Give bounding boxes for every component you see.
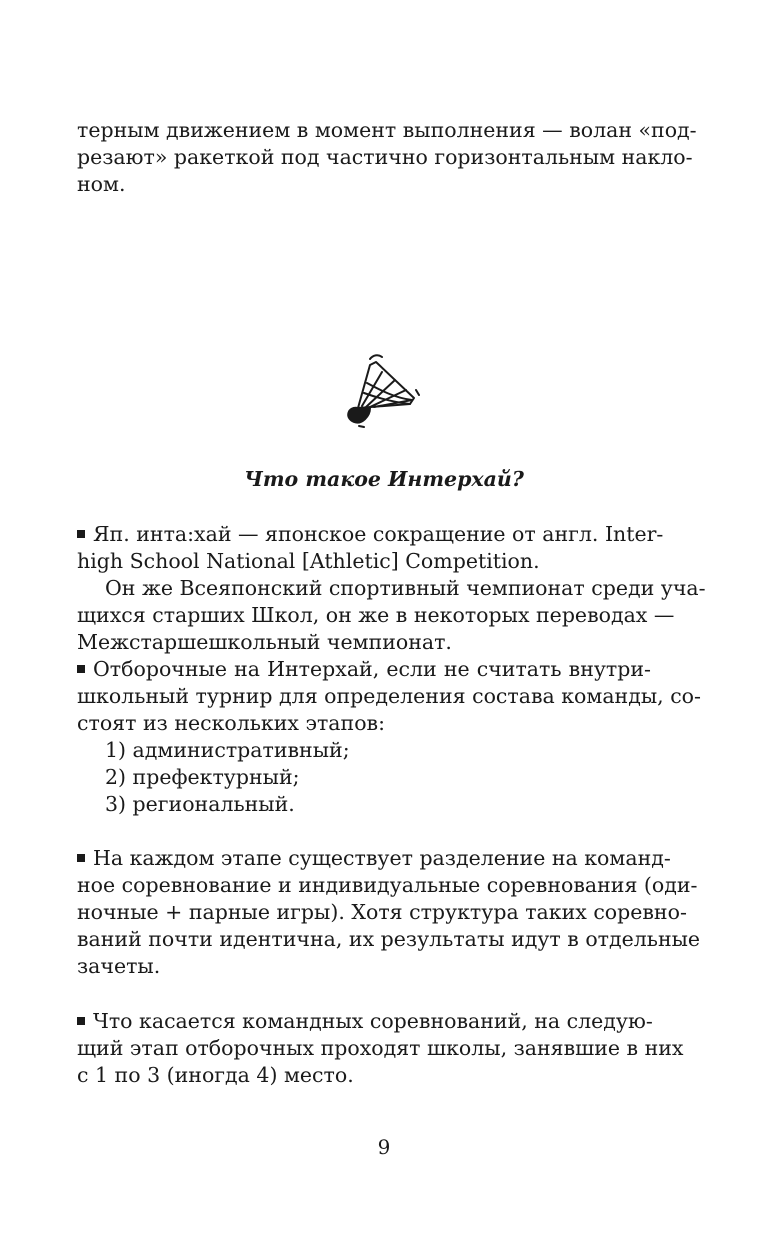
page-number: 9 — [377, 1135, 391, 1159]
text-line: ном. — [77, 172, 126, 196]
text-line: high School National [Athletic] Competition. — [77, 549, 540, 573]
text-line: терным движением в момент выполнения — волан «под- — [77, 118, 697, 142]
text-line: стоят из нескольких этапов: — [77, 711, 385, 735]
text-line: ваний почти идентична, их результаты идут в отдельные — [77, 927, 701, 951]
bullet-icon — [77, 1017, 85, 1025]
text-line: Что касается командных соревнований, на следую- — [77, 1008, 651, 1035]
text-line: ночные + парные игры). Хотя структура таких соревно- — [77, 900, 687, 924]
text-line: щий этап отборочных проходят школы, занявшие в них — [77, 1036, 684, 1060]
text-line: Отборочные на Интерхай, если не считать внутри- — [77, 656, 651, 683]
bullet-icon — [77, 530, 85, 538]
text-line: резают» ракеткой под частично горизонтальным накло- — [77, 145, 693, 169]
text-line: школьный турнир для определения состава команды, со- — [77, 684, 701, 708]
section-heading: Что такое Интерхай? — [244, 467, 524, 491]
list-item: 2) префектурный; — [105, 765, 300, 789]
text-line: На каждом этапе существует разделение на команд- — [77, 845, 651, 872]
list-item: 3) региональный. — [105, 792, 295, 816]
list-item: 1) административный; — [105, 738, 350, 762]
text-line: щихся старших Школ, он же в некоторых переводах — — [77, 603, 675, 627]
text-line: зачеты. — [77, 954, 161, 978]
text-line: Яп. инта:хай — японское сокращение от англ. Inter- — [77, 521, 651, 548]
text-line: ное соревнование и индивидуальные соревнования (оди- — [77, 873, 698, 897]
text-line: с 1 по 3 (иногда 4) место. — [77, 1063, 354, 1087]
text-line: Межстаршешкольный чемпионат. — [77, 630, 452, 654]
bullet-icon — [77, 854, 85, 862]
shuttlecock-icon — [340, 350, 420, 430]
bullet-icon — [77, 665, 85, 673]
text-line: Он же Всеяпонский спортивный чемпионат среди уча- — [105, 576, 706, 600]
